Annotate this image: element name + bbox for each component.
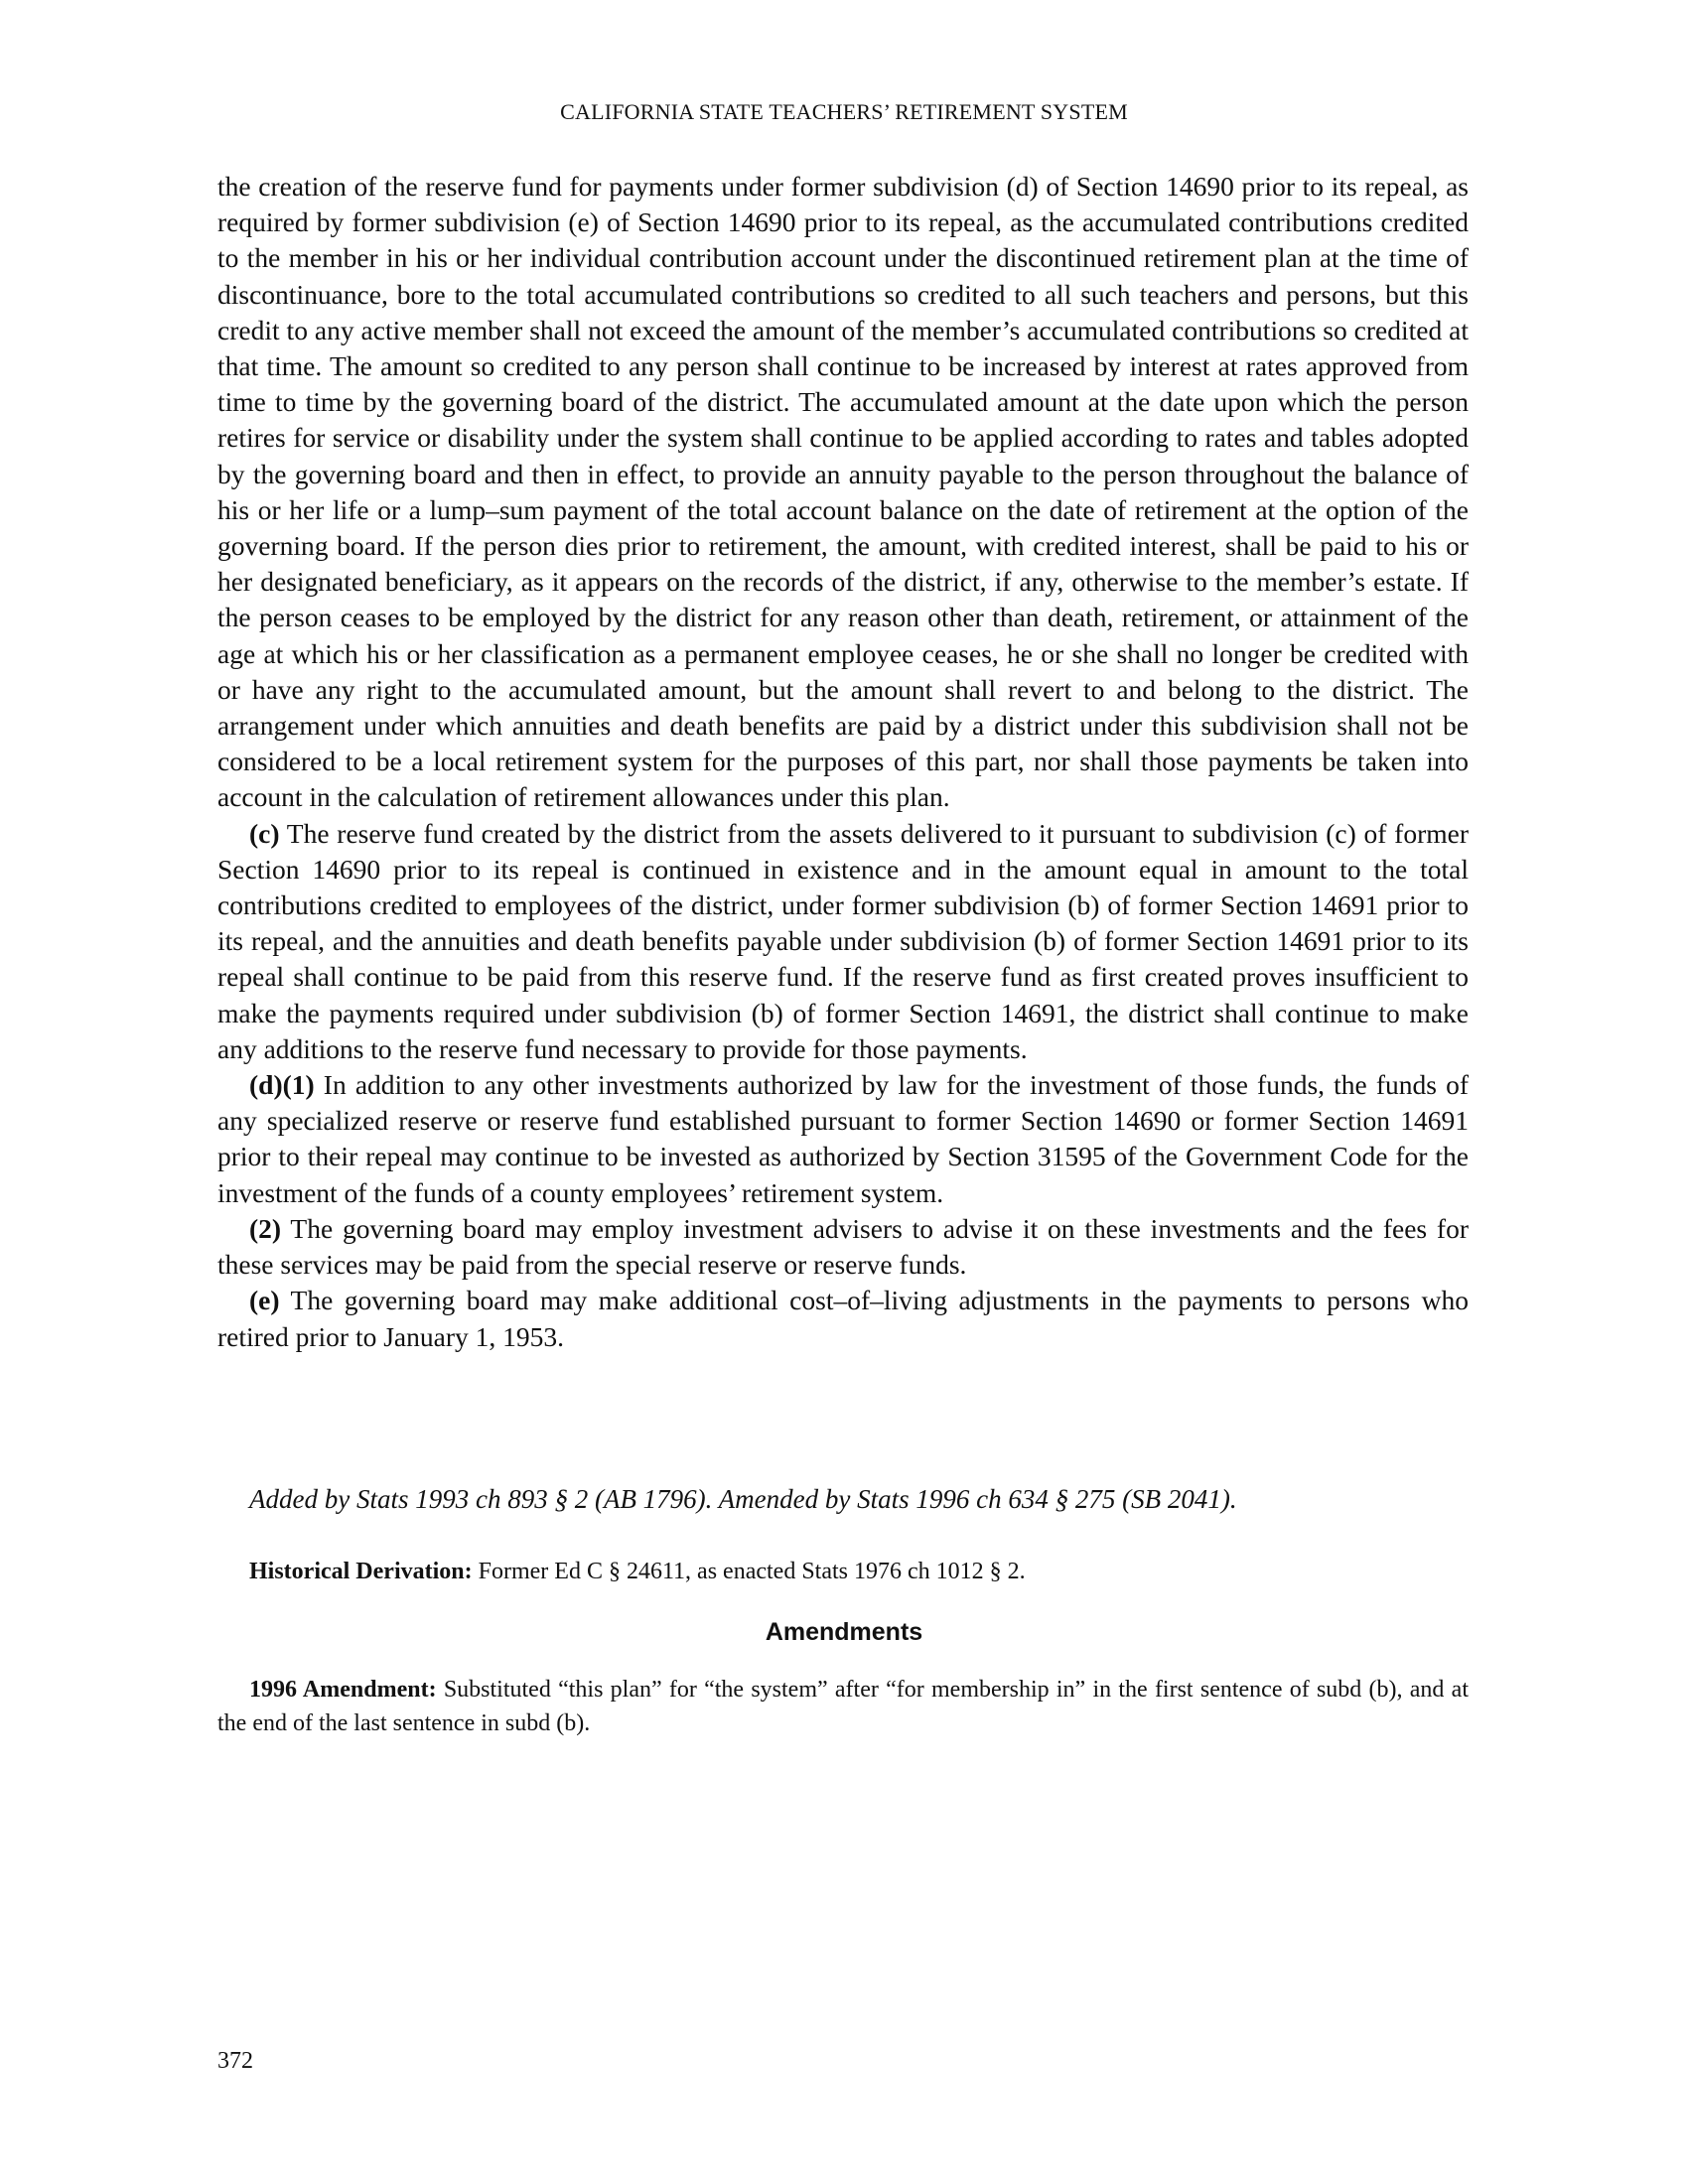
historical-derivation	[249, 1555, 1469, 1588]
amendment-text: Substituted “this plan” for “the system” after “for membership in” in the first sentence of subd (b), and at the end of the last sentence in subd (b).	[217, 1677, 1469, 1736]
paragraph-e-text: The governing board may make additional cost–of–living adjustments in the payments to persons who retired prior to January 1, 1953.	[217, 1285, 1469, 1352]
derivation-label: Historical Derivation:	[249, 1559, 473, 1584]
subdivision-label-d1: (d)(1)	[249, 1069, 315, 1101]
subdivision-label-c: (c)	[249, 817, 280, 849]
paragraph-c-text: The reserve fund created by the district from the assets delivered to it pursuant to subdivision (c) of former Section 14690 prior to its repeal is continued in existence and in the amount equal in amount to the total contributions credited to employees of the district, under former subdivision (b) of former Section 14691 prior to its repeal, and the annuities and death benefits payable under subdivision (b) of former Section 14691 prior to its repeal shall continue to be paid from this reserve fund. If the reserve fund as first created proves insufficient to make the payments required under subdivision (b) of former Section 14691, the district shall continue to make any additions to the reserve fund necessary to provide for those payments.	[217, 817, 1469, 1064]
derivation-text: Former Ed C § 24611, as enacted Stats 1976 ch 1012 § 2.	[472, 1559, 1026, 1584]
paragraph-d2-text: The governing board may employ investment advisers to advise it on these investments and the fees for these services may be paid from the special reserve or reserve funds.	[217, 1212, 1469, 1281]
amendments-heading: Amendments	[765, 1618, 923, 1646]
paragraph-d1	[217, 1067, 1469, 1211]
running-head: CALIFORNIA STATE TEACHERS’ RETIREMENT SYSTEM	[560, 99, 1128, 124]
paragraph-d2	[217, 1211, 1469, 1283]
page-number: 372	[217, 2048, 253, 2074]
paragraph-e	[217, 1283, 1469, 1354]
subdivision-label-d2: (2)	[249, 1212, 282, 1244]
paragraph-d1-text: In addition to any other investments authorized by law for the investment of those funds, the funds of any specialized reserve or reserve fund established pursuant to former Section 14690 or former Section 14691 prior to their repeal may continue to be invested as authorized by Section 31595 of the Government Code for the investment of the funds of a county employees’ retirement system.	[217, 1069, 1469, 1208]
amendment-paragraph	[217, 1673, 1469, 1740]
statute-body	[217, 169, 1469, 1355]
paragraph-c	[217, 816, 1469, 1067]
history-note: Added by Stats 1993 ch 893 § 2 (AB 1796). Amended by Stats 1996 ch 634 § 275 (SB 2041).	[249, 1484, 1237, 1514]
amendment-note	[217, 1673, 1469, 1740]
subdivision-label-e: (e)	[249, 1285, 280, 1316]
paragraph-b-continued: the creation of the reserve fund for payments under former subdivision (d) of Section 14690 prior to its repeal, as required by former subdivision (e) of Section 14690 prior to its repeal, as the accumulated contributions credited to the member in his or her individual contribution account under the discontinued retirement plan at the time of discontinuance, bore to the total accumulated contributions so credited to all such teachers and persons, but this credit to any active member shall not exceed the amount of the member’s accumulated contributions so credited at that time. The amount so credited to any person shall continue to be increased by interest at rates approved from time to time by the governing board of the district. The accumulated amount at the date upon which the person retires for service or disability under the system shall continue to be applied according to rates and tables adopted by the governing board and then in effect, to provide an annuity payable to the person throughout the balance of his or her life or a lump–sum payment of the total account balance on the date of retirement at the option of the governing board. If the person dies prior to retirement, the amount, with credited interest, shall be paid to his or her designated beneficiary, as it appears on the records of the district, if any, otherwise to the member’s estate. If the person ceases to be employed by the district for any reason other than death, retirement, or attainment of the age at which his or her classification as a permanent employee ceases, he or she shall no longer be credited with or have any right to the accumulated amount, but the amount shall revert to and belong to the district. The arrangement under which annuities and death benefits are paid by a district under this subdivision shall not be considered to be a local retirement system for the purposes of this part, nor shall those payments be taken into account in the calculation of retirement allowances under this plan.	[217, 171, 1469, 813]
amendment-label: 1996 Amendment:	[249, 1677, 437, 1703]
